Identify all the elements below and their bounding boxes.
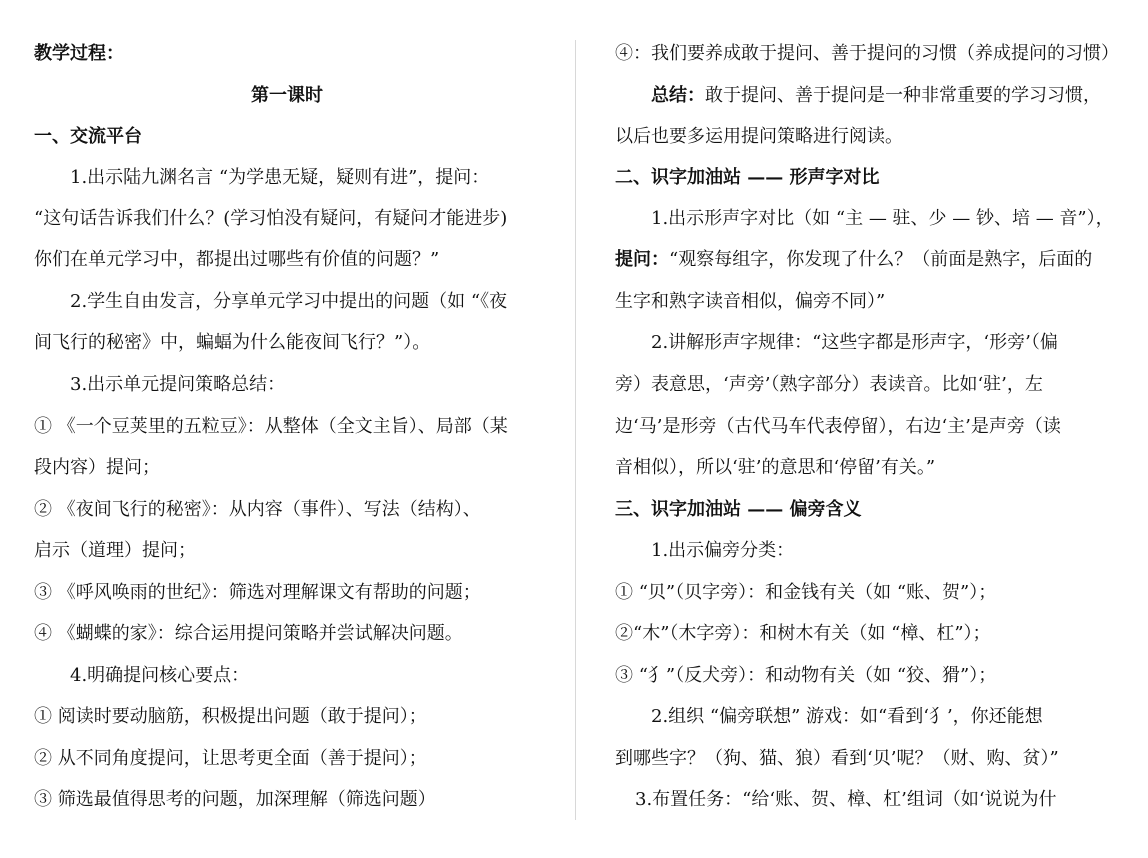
paragraph-line: 1.出示偏旁分类：	[651, 540, 795, 561]
list-item: 段内容）提问；	[34, 457, 160, 478]
list-item: ② 从不同角度提问，让思考更全面（善于提问）；	[34, 748, 427, 769]
paragraph-line: 1.出示陆九渊名言 “为学患无疑，疑则有进”，提问：	[70, 167, 490, 188]
paragraph-line: 你们在单元学习中，都提出过哪些有价值的问题？”	[34, 249, 440, 270]
summary-line	[615, 84, 1101, 108]
list-item: ① “贝”（贝字旁）：和金钱有关（如 “账、贺”）；	[615, 582, 997, 603]
list-item: ② 《夜间飞行的秘密》：从内容（事件）、写法（结构）、	[34, 499, 481, 520]
list-item: 启示（道理）提问；	[34, 540, 196, 561]
paragraph-line: 4.明确提问核心要点：	[70, 665, 250, 686]
summary-text: 敢于提问、善于提问是一种非常重要的学习习惯，	[705, 85, 1101, 106]
paragraph-line: 间飞行的秘密》中，蝙蝠为什么能夜间飞行？”）。	[34, 332, 431, 353]
paragraph-line: 生字和熟字读音相似，偏旁不同）”	[615, 291, 886, 312]
paragraph-line: 3.出示单元提问策略总结：	[70, 374, 286, 395]
section-heading-exchange: 一、交流平台	[34, 126, 142, 147]
paragraph-line: “这句话告诉我们什么？(学习怕没有疑问，有疑问才能进步)	[34, 208, 508, 229]
question-label: 提问：	[615, 249, 669, 270]
teaching-process-heading: 教学过程：	[34, 43, 124, 64]
section-heading-radicals: 三、识字加油站 —— 偏旁含义	[615, 499, 862, 520]
question-line	[615, 248, 1092, 272]
list-item: ④：我们要养成敢于提问、善于提问的习惯（养成提问的习惯）	[615, 43, 1119, 64]
paragraph-line: 音相似），所以‘驻’的意思和‘停留’有关。”	[615, 457, 936, 478]
summary-label: 总结：	[651, 85, 705, 106]
paragraph-line: 以后也要多运用提问策略进行阅读。	[615, 126, 903, 147]
list-item: ③ “犭”（反犬旁）：和动物有关（如 “狡、猾”）；	[615, 665, 997, 686]
list-item: ① 《一个豆荚里的五粒豆》：从整体（全文主旨）、局部（某	[34, 416, 508, 437]
section-heading-phonetic: 二、识字加油站 —— 形声字对比	[615, 167, 880, 188]
paragraph-line: 旁）表意思，‘声旁’（熟字部分）表读音。比如‘驻’，左	[615, 374, 1043, 395]
list-item: ③ 筛选最值得思考的问题，加深理解（筛选问题）	[34, 789, 436, 810]
list-item: ③ 《呼风唤雨的世纪》：筛选对理解课文有帮助的问题；	[34, 582, 481, 603]
paragraph-line: 1.出示形声字对比（如 “主 — 驻、少 — 钞、培 — 音”），	[651, 208, 1114, 229]
column-divider	[575, 40, 576, 820]
list-item: ②“木”（木字旁）：和树木有关（如 “樟、杠”）；	[615, 623, 991, 644]
paragraph-line: 3.布置任务：“给‘账、贺、樟、杠’组词（如‘说说为什	[635, 789, 1057, 810]
lesson-title: 第一课时	[251, 85, 323, 106]
list-item: ① 阅读时要动脑筋，积极提出问题（敢于提问）；	[34, 706, 427, 727]
paragraph-line: 2.学生自由发言，分享单元学习中提出的问题（如 “《夜	[70, 291, 508, 312]
question-text: “观察每组字，你发现了什么？（前面是熟字，后面的	[669, 249, 1093, 270]
paragraph-line: 到哪些字？（狗、猫、狼）看到‘贝’呢？（财、购、贫）”	[615, 748, 1059, 769]
list-item: ④ 《蝴蝶的家》：综合运用提问策略并尝试解决问题。	[34, 623, 463, 644]
paragraph-line: 2.组织 “偏旁联想” 游戏：如“看到‘犭’，你还能想	[651, 706, 1043, 727]
paragraph-line: 2.讲解形声字规律：“这些字都是形声字，‘形旁’（偏	[651, 332, 1058, 353]
paragraph-line: 边‘马’是形旁（古代马车代表停留），右边‘主’是声旁（读	[615, 416, 1061, 437]
